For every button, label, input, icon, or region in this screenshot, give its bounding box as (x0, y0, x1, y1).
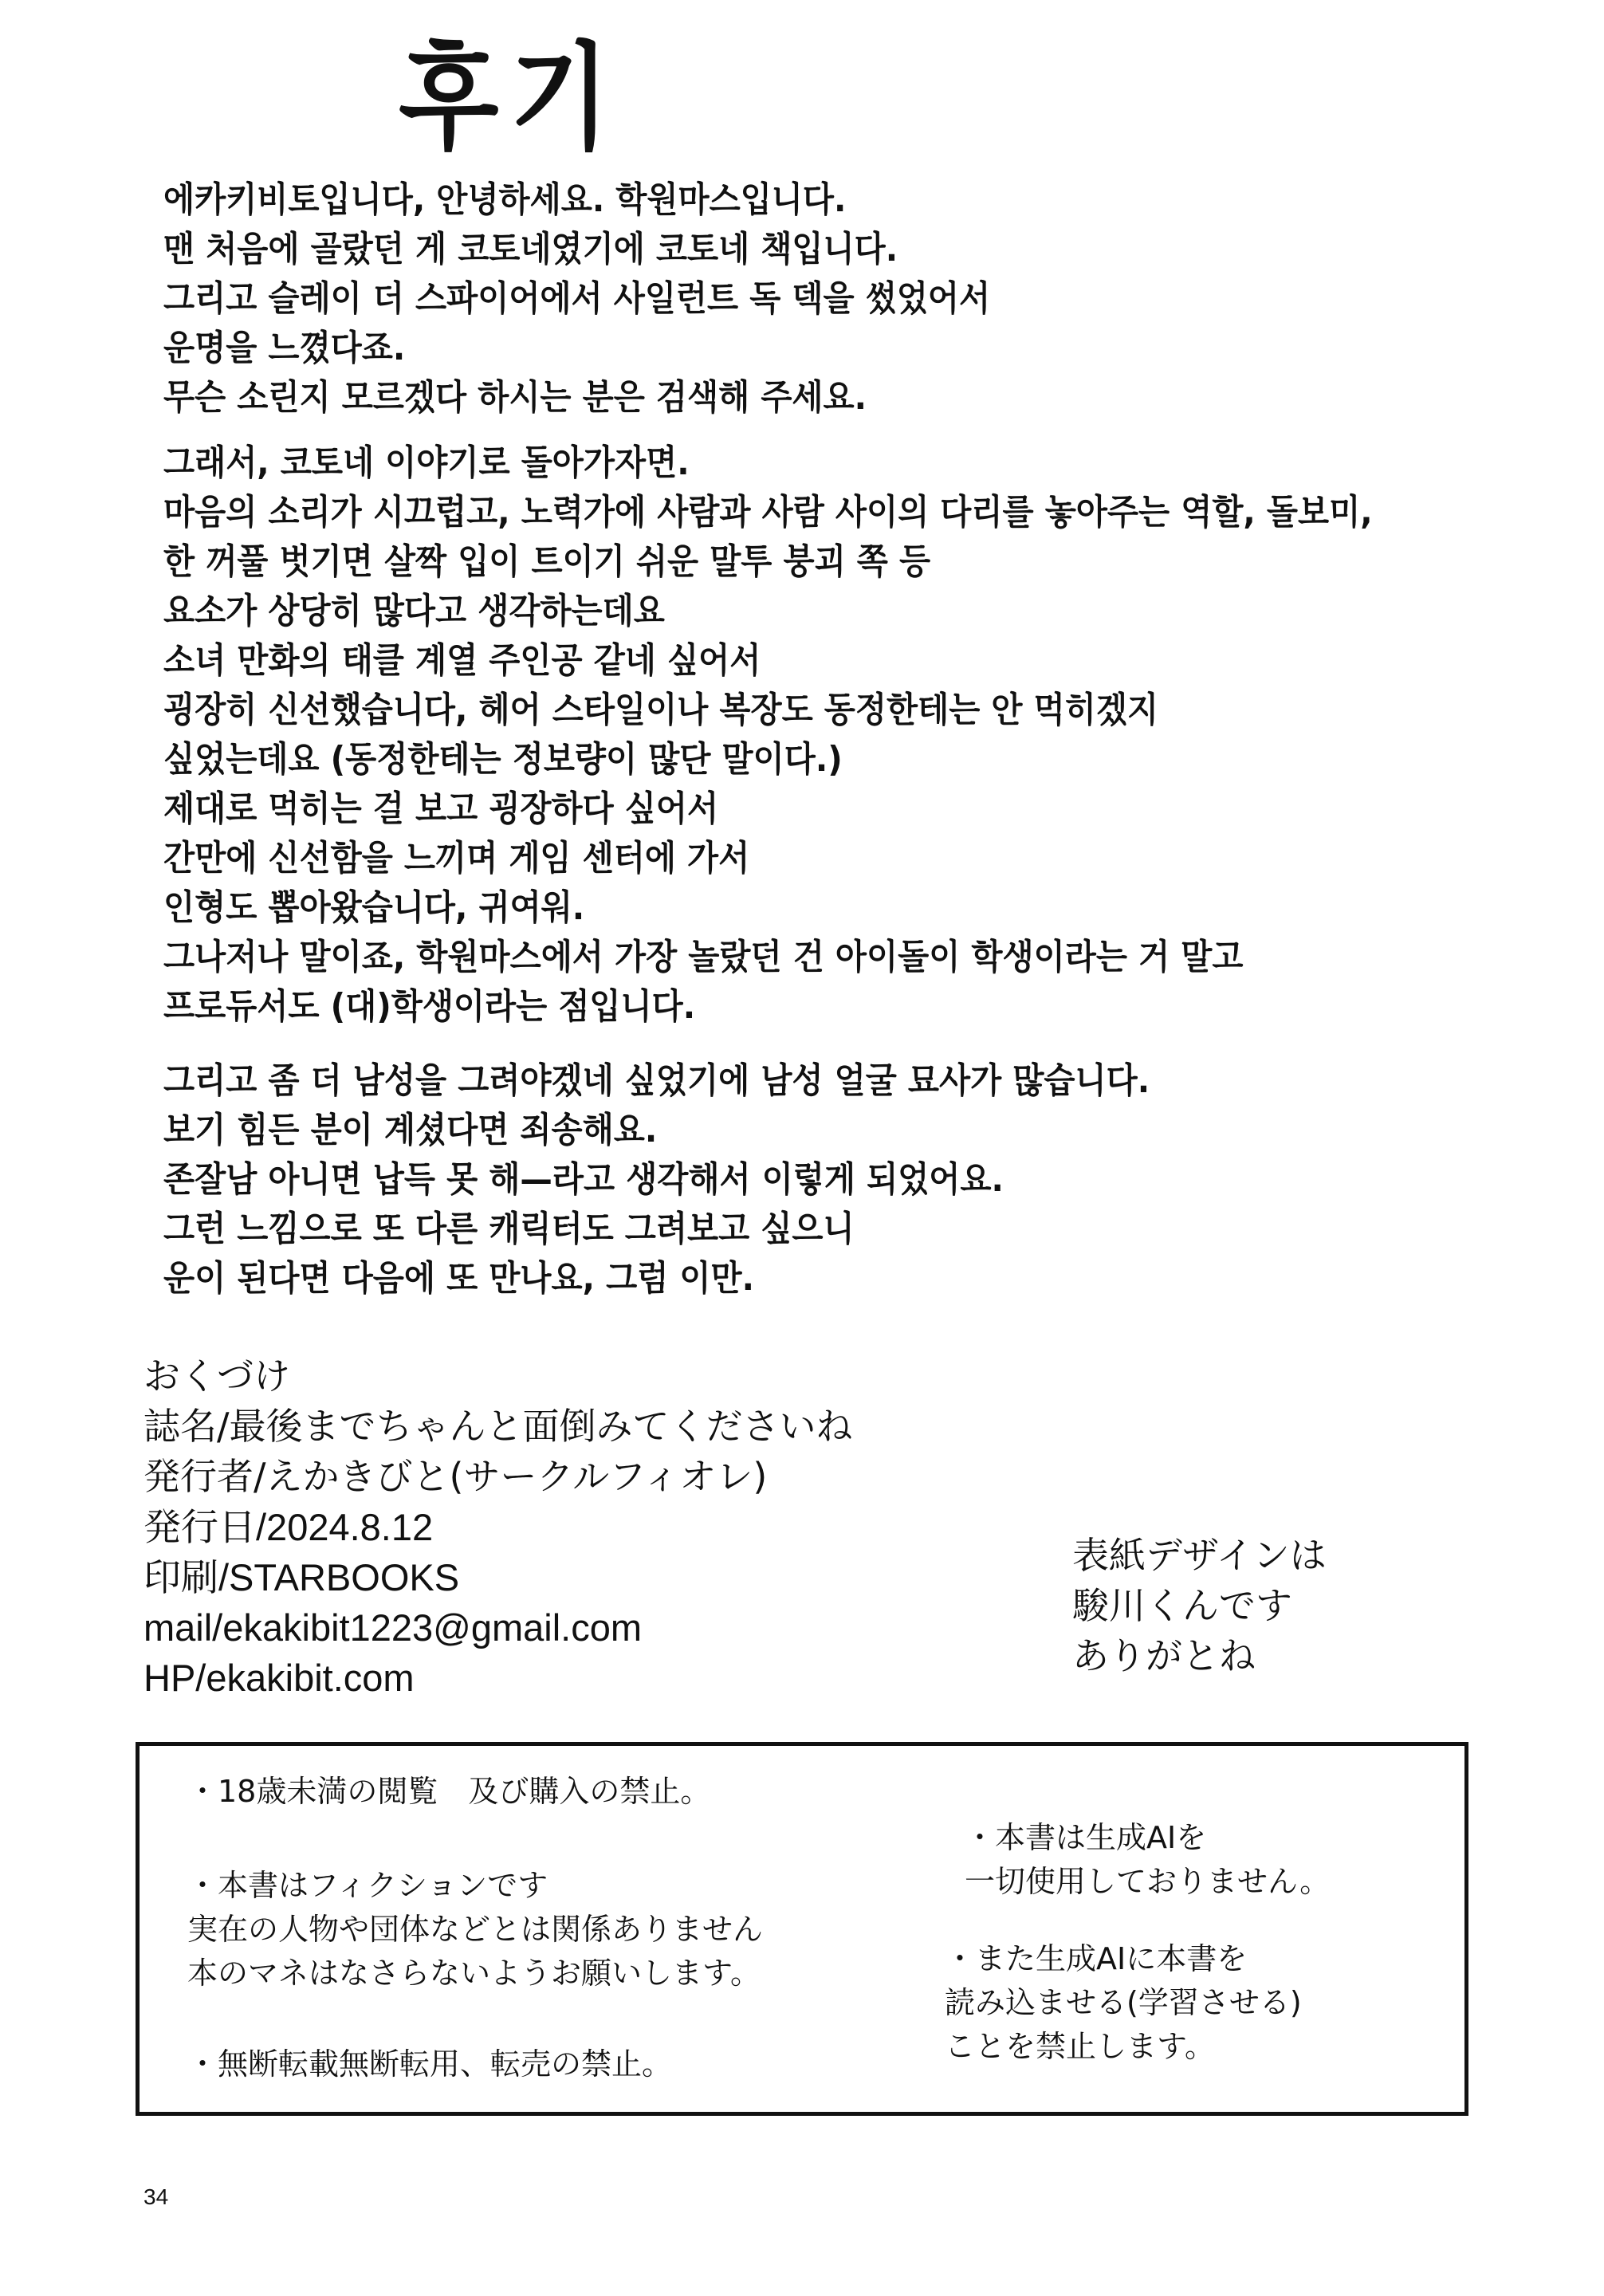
colophon-publisher: 発行者/えかきびと(サークルフィオレ) (143, 1455, 768, 1498)
afterword-paragraph-1 (163, 175, 1062, 423)
text-line: ・また生成AIに本書を (945, 1941, 1248, 1976)
text-line: 운명을 느꼈다죠. (163, 328, 406, 368)
colophon (143, 1351, 853, 1703)
page-number: 34 (143, 2184, 169, 2209)
notice-ai-training (945, 1937, 1302, 2069)
afterword-paragraph-3 (163, 1056, 1236, 1303)
text-line: 인형도 뽑아왔습니다, 귀여워. (163, 887, 585, 928)
text-line: 간만에 신선함을 느끼며 게임 센터에 가서 (163, 838, 750, 879)
text-line: 그리고 슬레이 더 스파이어에서 사일런트 독 덱을 썼었어서 (163, 278, 991, 319)
text-line: 読み込ませる(学習させる) (945, 1985, 1302, 2020)
colophon-printer: 印刷/STARBOOKS (143, 1556, 460, 1598)
page-title: 후기 (399, 29, 622, 166)
text-line: 굉장히 신선했습니다, 헤어 스타일이나 복장도 동정한테는 안 먹히겠지 (163, 690, 1159, 730)
text-line: 그래서, 코토네 이야기로 돌아가자면. (163, 442, 690, 483)
text-line: 소녀 만화의 태클 계열 주인공 같네 싶어서 (163, 640, 761, 681)
text-line: 맨 처음에 골랐던 게 코토네였기에 코토네 책입니다. (163, 229, 898, 269)
text-line: 보기 힘든 분이 계셨다면 죄송해요. (163, 1110, 658, 1150)
text-line: ・本書は生成AIを (965, 1820, 1207, 1855)
text-line: 一切使用しておりません。 (965, 1864, 1331, 1899)
text-line: ・無断転載無断転用、転売の禁止。 (187, 2046, 673, 2082)
text-line: 그런 느낌으로 또 다른 캐릭터도 그려보고 싶으니 (163, 1209, 855, 1249)
text-line: 表紙デザインは (1072, 1534, 1327, 1577)
text-line: ・本書はフィクションです (187, 1868, 548, 1903)
text-line: 존잘남 아니면 납득 못 해—라고 생각해서 이렇게 되었어요. (163, 1159, 1004, 1200)
colophon-homepage: HP/ekakibit.com (143, 1657, 415, 1699)
text-line: ことを禁止します。 (945, 2029, 1215, 2064)
colophon-heading: おくづけ (143, 1354, 290, 1398)
text-line: 에카키비토입니다, 안녕하세요. 학원마스입니다. (163, 179, 847, 220)
text-line: 싶었는데요 (동정한테는 정보량이 많단 말이다.) (163, 739, 843, 780)
text-line: 무슨 소린지 모르겠다 하시는 분은 검색해 주세요. (163, 377, 867, 418)
text-line: 駿川くんです (1072, 1584, 1292, 1627)
notice-age-restriction (187, 1770, 710, 1814)
text-line: 운이 된다면 다음에 또 만나요, 그럼 이만. (163, 1258, 754, 1299)
text-line: 한 꺼풀 벗기면 살짝 입이 트이기 쉬운 말투 붕괴 쪽 등 (163, 541, 931, 582)
notice-reprint (187, 2042, 672, 2086)
text-line: 本のマネはなさらないようお願いします。 (187, 1956, 761, 1991)
notice-fiction (187, 1864, 763, 1995)
notice-box (136, 1742, 1468, 2116)
colophon-title: 誌名/最後までちゃんと面倒みてくださいね (143, 1405, 853, 1448)
afterword-paragraph-2 (163, 438, 1477, 1032)
notice-ai-use (965, 1816, 1330, 1904)
text-line: ・18歳未満の閲覧 及び購入の禁止。 (187, 1774, 711, 1809)
cover-design-credit (1072, 1531, 1327, 1681)
colophon-mail: mail/ekakibit1223@gmail.com (143, 1606, 643, 1649)
text-line: 그나저나 말이죠, 학원마스에서 가장 놀랐던 건 아이돌이 학생이라는 거 말고 (163, 937, 1244, 977)
colophon-date: 発行日/2024.8.12 (143, 1506, 434, 1548)
text-line: 제대로 먹히는 걸 보고 굉장하다 싶어서 (163, 788, 719, 829)
text-line: 요소가 상당히 많다고 생각하는데요 (163, 591, 665, 631)
text-line: ありがとね (1072, 1634, 1256, 1677)
text-line: 마음의 소리가 시끄럽고, 노력가에 사람과 사람 사이의 다리를 놓아주는 역할, 돌보미, (163, 492, 1373, 533)
text-line: 実在の人物や団体などとは関係ありません (187, 1912, 764, 1947)
text-line: 프로듀서도 (대)학생이라는 점입니다. (163, 986, 696, 1027)
text-line: 그리고 좀 더 남성을 그려야겠네 싶었기에 남성 얼굴 묘사가 많습니다. (163, 1060, 1150, 1101)
